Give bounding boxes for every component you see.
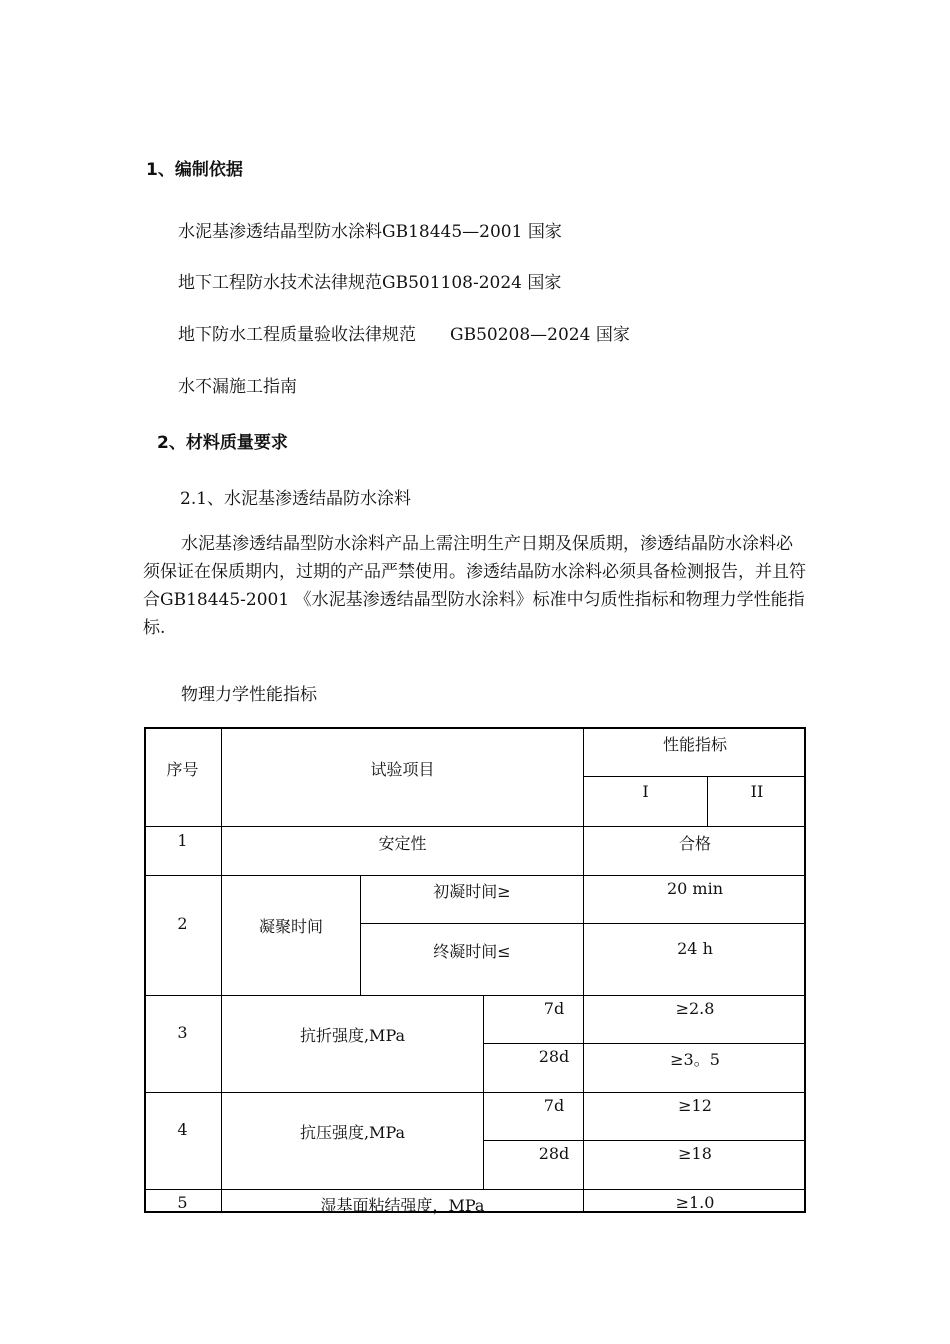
body-paragraph-text: 水泥基渗透结晶型防水涂料产品上需注明生产日期及保质期，渗透结晶防水涂料必须保证在保质期内，过期的产品严禁使用。渗透结晶防水涂料必须具备检测报告，并且符合GB18445-2001 《水泥基渗透结晶型防水涂料》标准中匀质性指标和物理力学性能指标. bbox=[143, 534, 806, 638]
row5-value: ≥1.0 bbox=[675, 1193, 715, 1212]
row2-sub2: 终凝时间≤ bbox=[433, 942, 511, 961]
header-item: 试验项目 bbox=[370, 760, 435, 779]
row3-sub2: 28d bbox=[538, 1047, 570, 1066]
header-no: 序号 bbox=[166, 760, 199, 779]
row4-no: 4 bbox=[177, 1120, 188, 1139]
row4-sub1: 7d bbox=[543, 1096, 565, 1115]
table-caption: 物理力学性能指标 bbox=[181, 685, 317, 705]
section2-subheading: 2.1、水泥基渗透结晶防水涂料 bbox=[180, 489, 412, 509]
ref-item: 地下工程防水技术法律规范GB501108-2024 国家 bbox=[178, 273, 562, 293]
row2-sub1: 初凝时间≥ bbox=[433, 882, 511, 901]
row1-no: 1 bbox=[177, 831, 188, 850]
row2-item: 凝聚时间 bbox=[258, 917, 323, 936]
row2-val1: 20 min bbox=[666, 879, 724, 898]
header-grade-2: II bbox=[750, 782, 764, 801]
row5-item: 湿基面粘结强度，MPa bbox=[320, 1196, 485, 1215]
row3-val2: ≥3。5 bbox=[670, 1050, 720, 1069]
row1-item: 安定性 bbox=[378, 834, 427, 853]
row4-sub2: 28d bbox=[538, 1144, 570, 1163]
row4-item: 抗压强度,MPa bbox=[299, 1123, 406, 1142]
performance-table bbox=[144, 727, 806, 1213]
section1-heading: 1、编制依据 bbox=[146, 160, 243, 180]
row2-val2: 24 h bbox=[677, 939, 713, 958]
section2-heading: 2、材料质量要求 bbox=[157, 433, 288, 453]
row1-value: 合格 bbox=[678, 834, 711, 853]
row3-no: 3 bbox=[177, 1023, 188, 1042]
header-spec: 性能指标 bbox=[662, 735, 727, 754]
row3-sub1: 7d bbox=[543, 999, 565, 1018]
row2-no: 2 bbox=[177, 914, 188, 933]
row4-val2: ≥18 bbox=[678, 1144, 712, 1163]
row4-val1: ≥12 bbox=[678, 1096, 712, 1115]
ref-item: 地下防水工程质量验收法律规范 GB50208—2024 国家 bbox=[178, 325, 630, 345]
body-paragraph bbox=[143, 530, 808, 642]
row5-no: 5 bbox=[177, 1193, 188, 1212]
ref-item: 水泥基渗透结晶型防水涂料GB18445—2001 国家 bbox=[178, 222, 562, 242]
row3-item: 抗折强度,MPa bbox=[299, 1026, 406, 1045]
row3-val1: ≥2.8 bbox=[675, 999, 715, 1018]
header-grade-1: I bbox=[642, 782, 649, 801]
ref-item: 水不漏施工指南 bbox=[178, 377, 297, 397]
